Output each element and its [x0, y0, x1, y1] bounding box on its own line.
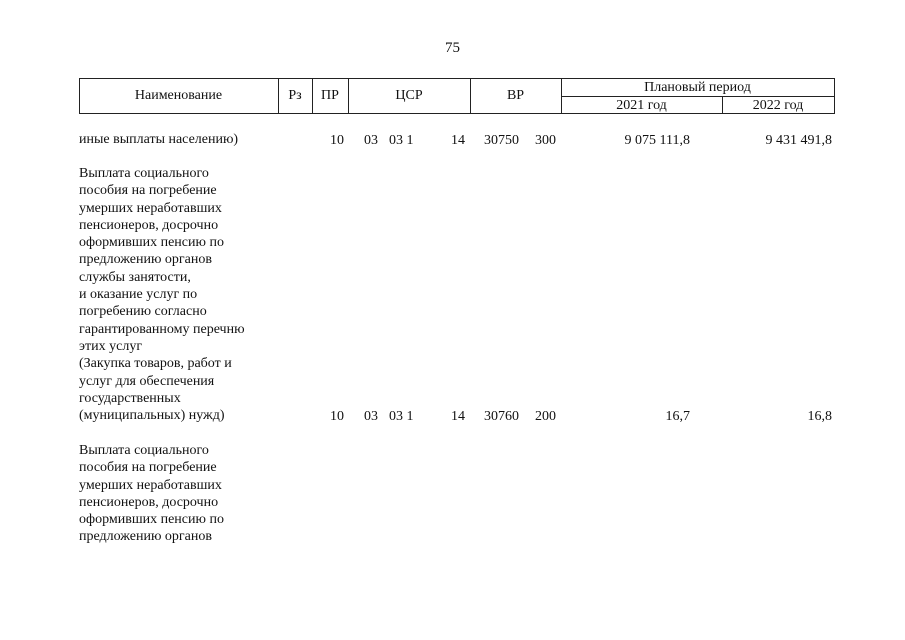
- row-csr-subprogram: 14: [451, 409, 465, 424]
- row-name: Выплата социального пособия на погребение умерших неработавших пенсионеров, досрочно оформивших пенсию по предложению органов: [79, 443, 224, 545]
- row-value-2021: 9 075 111,8: [624, 133, 690, 148]
- row-vr: 300: [535, 133, 556, 148]
- header-rz: Рз: [288, 88, 302, 103]
- header-pr: ПР: [321, 88, 339, 103]
- row-csr-program: 03 1: [389, 409, 414, 424]
- row-vr: 200: [535, 409, 556, 424]
- row-name: Выплата социального пособия на погребение умерших неработавших пенсионеров, досрочно оформивших пенсию по предложению органов службы занятости, и оказание услуг по погребению согласно гарантированному перечню этих услуг (Закупка товаров, работ и услуг для обеспечения государственных (муниципальных) нужд): [79, 166, 245, 424]
- row-value-2021: 16,7: [665, 409, 690, 424]
- row-pr: 03: [364, 133, 378, 148]
- header-planned-period: Плановый период: [644, 80, 751, 95]
- row-pr: 03: [364, 409, 378, 424]
- row-rz: 10: [330, 133, 344, 148]
- header-name: Наименование: [134, 88, 223, 103]
- row-name: иные выплаты населению): [79, 132, 239, 147]
- row-csr-code: 30760: [484, 409, 519, 424]
- row-value-2022: 16,8: [807, 409, 832, 424]
- header-year-2021: 2021 год: [616, 98, 667, 113]
- row-csr-program: 03 1: [389, 133, 414, 148]
- header-vr: ВР: [506, 88, 525, 103]
- row-csr-subprogram: 14: [451, 133, 465, 148]
- row-value-2022: 9 431 491,8: [765, 133, 832, 148]
- header-csr: ЦСР: [395, 88, 423, 103]
- page-number: 75: [445, 40, 460, 56]
- row-rz: 10: [330, 409, 344, 424]
- row-csr-code: 30750: [484, 133, 519, 148]
- header-year-2022: 2022 год: [752, 98, 804, 113]
